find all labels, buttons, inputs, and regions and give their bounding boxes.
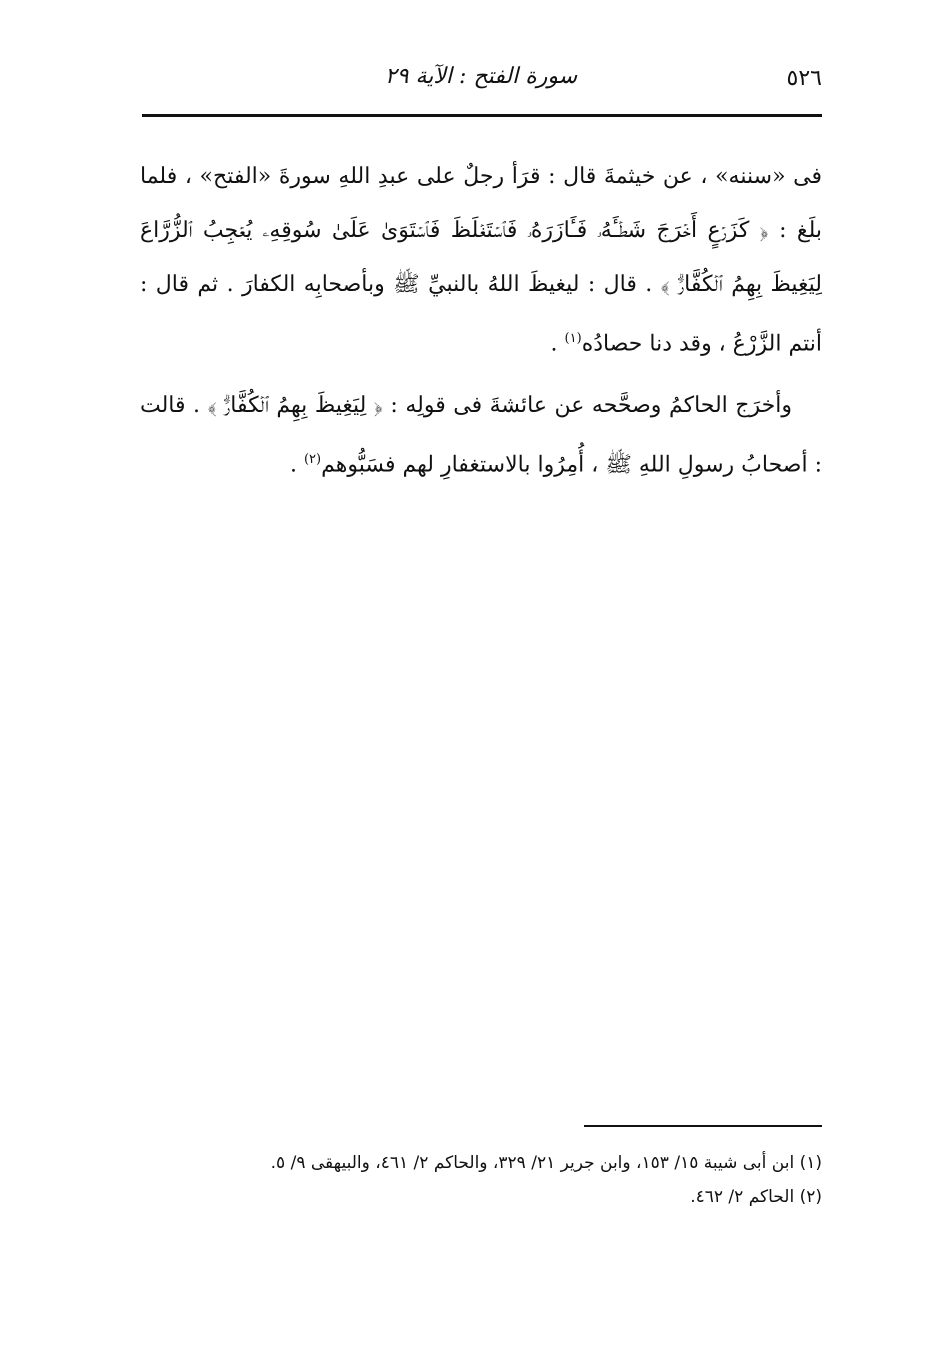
paragraph-1-text-a: فى «سننه» ، عن خيثمةَ قال : قرَأ رجلٌ على عبدِ اللهِ سورةَ «الفتح» ، فلما بلَغ : <box>140 164 823 243</box>
paragraph-2 <box>140 379 822 492</box>
header-rule <box>142 114 822 117</box>
paragraph-1 <box>140 150 822 371</box>
quran-verse-1: ﴿ كَزَرۡعٍ أَخۡرَجَ شَطۡـَٔهُۥ فَـَٔازَرَهُۥ فَٱسۡتَغۡلَظَ فَٱسۡتَوَىٰ عَلَىٰ سُوقِهِۦ يُعۡجِبُ ٱلزُّرَّاعَ لِيَغِيظَ بِهِمُ ٱلۡكُفَّارَۗ ﴾ <box>140 218 822 297</box>
quran-verse-2: ﴿ لِيَغِيظَ بِهِمُ ٱلۡكُفَّارَۗ ﴾ <box>207 393 383 419</box>
running-head: سورة الفتح : الآية ٢٩ <box>384 64 578 89</box>
paragraph-2-text-a: وأخرَج الحاكمُ وصحَّحه عن عائشةَ فى قولِه : <box>382 393 792 419</box>
paragraph-1-text-b: . قال : ليغيظَ اللهُ بالنبيِّ ﷺ وبأصحابِه الكفارَ . ثم قال : أنتم الزَّرْعُ ، وقد دنا حصادُه <box>140 272 822 357</box>
paragraph-1-end: . <box>550 331 565 357</box>
footnotes <box>140 1146 822 1214</box>
footnote-ref-1: (١) <box>564 331 582 346</box>
page-header <box>140 62 822 102</box>
footnote-rule <box>584 1125 822 1127</box>
main-text <box>140 150 822 493</box>
paragraph-2-end: . <box>289 452 304 478</box>
footnote-1: (١) ابن أبى شيبة ١٥/ ١٥٣، وابن جرير ٢١/ ٣٢٩، والحاكم ٢/ ٤٦١، والبيهقى ٩/ ٥. <box>270 1153 822 1173</box>
paragraph-2-text-b: . قالت : أصحابُ رسولِ اللهِ ﷺ ، أُمِرُوا بالاستغفارِ لهم فسَبُّوهم <box>140 393 822 478</box>
footnote-ref-2: (٢) <box>303 452 322 468</box>
page-number: ٥٢٦ <box>786 66 822 91</box>
footnote-2: (٢) الحاكم ٢/ ٤٦٢. <box>690 1187 822 1207</box>
